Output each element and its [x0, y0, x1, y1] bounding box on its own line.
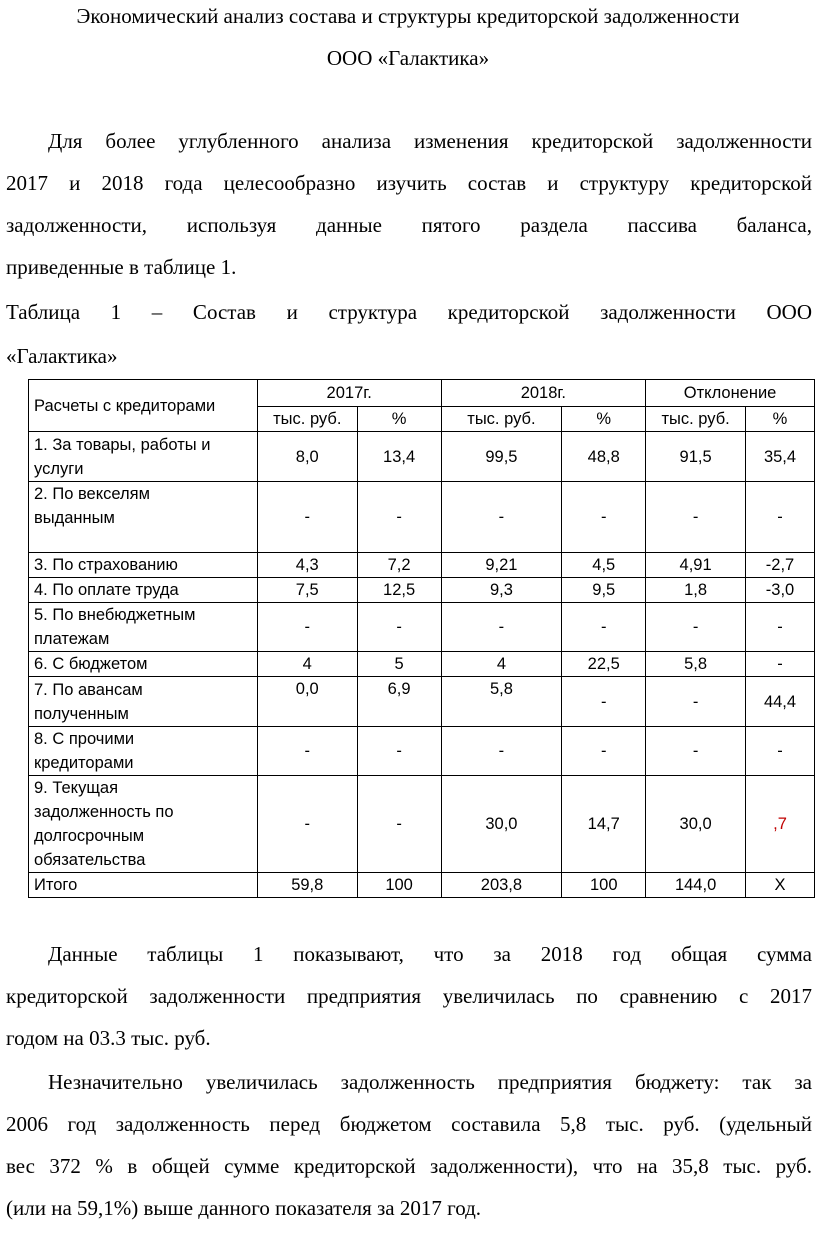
- cell-value: -: [646, 727, 746, 776]
- subheader-rub: тыс. руб.: [441, 407, 562, 432]
- cell-value: 14,7: [562, 776, 646, 873]
- subheader-rub: тыс. руб.: [257, 407, 357, 432]
- table-row: [29, 603, 815, 652]
- creditor-debt-table: [28, 379, 815, 898]
- summary-line: Данные таблицы 1 показывают, что за 2018 год общая сумма: [48, 942, 812, 966]
- cell-value: -: [646, 482, 746, 553]
- row-label: 8. С прочими кредиторами: [29, 727, 258, 776]
- cell-value: 22,5: [562, 652, 646, 677]
- cell-value: -: [646, 677, 746, 727]
- subheader-pct: %: [562, 407, 646, 432]
- header-creditors: Расчеты с кредиторами: [29, 380, 258, 432]
- header-2017: 2017г.: [257, 380, 441, 407]
- cell-value: -: [562, 677, 646, 727]
- cell-value: 5,8: [441, 677, 562, 727]
- cell-value: -: [357, 482, 441, 553]
- cell-value: -: [562, 727, 646, 776]
- header-2018: 2018г.: [441, 380, 646, 407]
- caption-line: «Галактика»: [6, 344, 118, 368]
- cell-value: -: [357, 776, 441, 873]
- cell-value: ,7: [746, 776, 815, 873]
- cell-value: 35,4: [746, 432, 815, 482]
- cell-value: 144,0: [646, 873, 746, 898]
- cell-value: 30,0: [441, 776, 562, 873]
- summary-line: годом на 03.3 тыс. руб.: [6, 1026, 211, 1050]
- cell-value: -: [257, 482, 357, 553]
- table-row: [29, 652, 815, 677]
- row-label: 1. За товары, работы и услуги: [29, 432, 258, 482]
- row-label: 5. По внебюджетным платежам: [29, 603, 258, 652]
- cell-value: 5: [357, 652, 441, 677]
- cell-value: 4,91: [646, 553, 746, 578]
- cell-value: 0,0: [257, 677, 357, 727]
- budget-line: 2006 год задолженность перед бюджетом составила 5,8 тыс. руб. (удельный: [6, 1112, 812, 1136]
- subheader-pct: %: [357, 407, 441, 432]
- table-caption: [6, 290, 812, 378]
- cell-value: -: [746, 727, 815, 776]
- cell-value: -: [257, 776, 357, 873]
- cell-value: 4,3: [257, 553, 357, 578]
- cell-value: 7,5: [257, 578, 357, 603]
- row-label: 3. По страхованию: [29, 553, 258, 578]
- budget-line: вес 372 % в общей сумме кредиторской задолженности), что на 35,8 тыс. руб.: [6, 1154, 812, 1178]
- cell-value: -: [257, 727, 357, 776]
- document-title-line-2: ООО «Галактика»: [326, 46, 490, 70]
- header-deviation: Отклонение: [646, 380, 815, 407]
- cell-value: 91,5: [646, 432, 746, 482]
- intro-line: приведенные в таблице 1.: [6, 255, 237, 279]
- table-row: [29, 432, 815, 482]
- cell-value: 8,0: [257, 432, 357, 482]
- table-row: [29, 482, 815, 553]
- caption-line: Таблица 1 – Состав и структура кредиторской задолженности ООО: [6, 300, 812, 324]
- row-label: Итого: [29, 873, 258, 898]
- cell-value: -: [357, 603, 441, 652]
- cell-value: 12,5: [357, 578, 441, 603]
- cell-value: 203,8: [441, 873, 562, 898]
- cell-value: -: [562, 603, 646, 652]
- cell-value: 59,8: [257, 873, 357, 898]
- cell-value: 13,4: [357, 432, 441, 482]
- cell-value: -: [441, 603, 562, 652]
- summary-paragraph: [6, 933, 812, 1059]
- table-row: [29, 553, 815, 578]
- cell-value: 30,0: [646, 776, 746, 873]
- intro-line: Для более углубленного анализа изменения кредиторской задолженности: [48, 129, 812, 153]
- cell-value: -: [257, 603, 357, 652]
- intro-line: 2017 и 2018 года целесообразно изучить состав и структуру кредиторской: [6, 171, 812, 195]
- row-label: 6. С бюджетом: [29, 652, 258, 677]
- table-row: [29, 578, 815, 603]
- table-row: [29, 677, 815, 727]
- cell-value: 99,5: [441, 432, 562, 482]
- cell-value: 100: [562, 873, 646, 898]
- cell-value: 44,4: [746, 677, 815, 727]
- cell-value: 9,21: [441, 553, 562, 578]
- table-total-row: [29, 873, 815, 898]
- cell-value: 4,5: [562, 553, 646, 578]
- intro-line: задолженности, используя данные пятого раздела пассива баланса,: [6, 213, 812, 237]
- cell-value: 9,5: [562, 578, 646, 603]
- cell-value: -: [746, 482, 815, 553]
- intro-paragraph: [6, 120, 812, 288]
- row-label: 2. По векселям выданным: [29, 482, 258, 553]
- cell-value: 100: [357, 873, 441, 898]
- budget-line: Незначительно увеличилась задолженность предприятия бюджету: так за: [48, 1070, 812, 1094]
- cell-value: 5,8: [646, 652, 746, 677]
- cell-value: 7,2: [357, 553, 441, 578]
- cell-value: -: [646, 603, 746, 652]
- cell-value: -: [441, 482, 562, 553]
- cell-value: 9,3: [441, 578, 562, 603]
- row-label: 4. По оплате труда: [29, 578, 258, 603]
- cell-value: -3,0: [746, 578, 815, 603]
- cell-value: 6,9: [357, 677, 441, 727]
- document-title-line-1: Экономический анализ состава и структуры кредиторской задолженности: [76, 4, 740, 28]
- table-row: [29, 727, 815, 776]
- budget-paragraph: [6, 1061, 812, 1229]
- cell-value: -: [357, 727, 441, 776]
- cell-value: 1,8: [646, 578, 746, 603]
- cell-value: -: [746, 603, 815, 652]
- cell-value: -: [746, 652, 815, 677]
- row-label: 9. Текущая задолженность по долгосрочным обязательства: [29, 776, 258, 873]
- cell-value: Х: [746, 873, 815, 898]
- cell-value: -: [562, 482, 646, 553]
- subheader-pct: %: [746, 407, 815, 432]
- cell-value: -: [441, 727, 562, 776]
- summary-line: кредиторской задолженности предприятия увеличилась по сравнению с 2017: [6, 984, 812, 1008]
- cell-value: 4: [257, 652, 357, 677]
- budget-line: (или на 59,1%) выше данного показателя за 2017 год.: [6, 1196, 482, 1220]
- table-header-row: [29, 380, 815, 407]
- row-label: 7. По авансам полученным: [29, 677, 258, 727]
- cell-value: 48,8: [562, 432, 646, 482]
- subheader-rub: тыс. руб.: [646, 407, 746, 432]
- cell-value: 4: [441, 652, 562, 677]
- table-row: [29, 776, 815, 873]
- cell-value: -2,7: [746, 553, 815, 578]
